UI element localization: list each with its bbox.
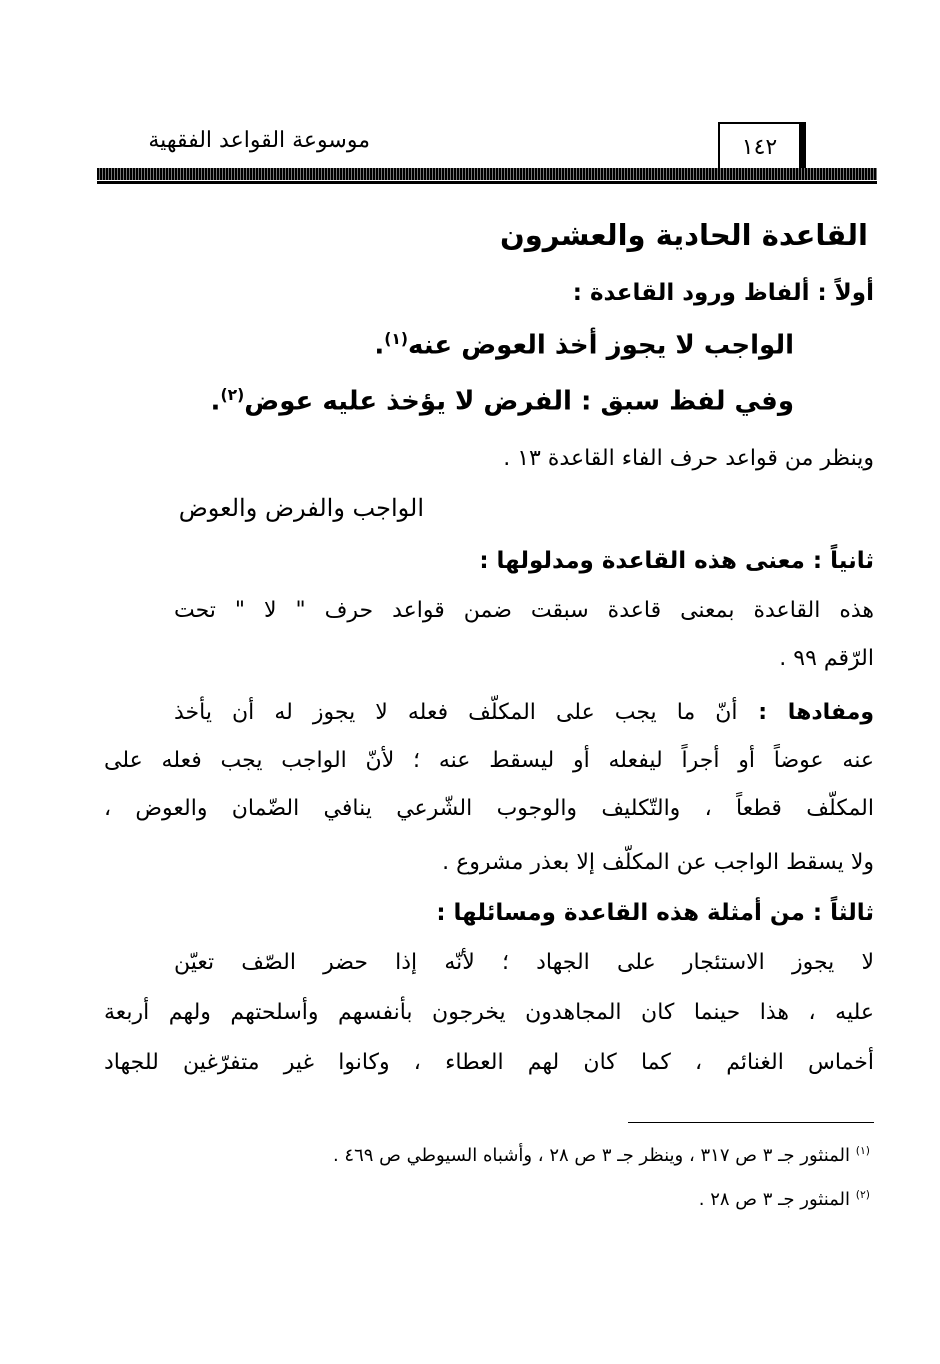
purport-line-1: [174, 700, 874, 725]
purport-line-2: عنه عوضاً أو أجراً ليفعله أو ليسقط عنه ؛ لأنّ الواجب يجب فعله على: [104, 748, 874, 773]
example-line-1: لا يجوز الاستئجار على الجهاد ؛ لأنّه إذا حضر الصّف تعيّن: [174, 950, 874, 975]
rule-wording-1-text: الواجب لا يجوز أخذ العوض عنه: [408, 330, 794, 361]
rule-wording-2-lead: وفي لفظ سبق :: [571, 386, 794, 417]
footnote-2-text: المنثور جـ ٣ ص ٢٨ .: [698, 1189, 851, 1210]
example-line-2: عليه ، هذا حينما كان المجاهدون يخرجون بأنفسهم وأسلحتهم ولهم أربعة: [104, 1000, 874, 1025]
purport-line-3: المكلّف قطعاً ، والتّكليف والوجوب الشّرعي ينافي الضّمان والعوض ،: [104, 796, 874, 821]
footnote-1-text: المنثور جـ ٣ ص ٣١٧ ، وينظر جـ ٣ ص ٢٨ ، وأشباه السيوطي ص ٤٦٩ .: [332, 1145, 851, 1166]
rule-wording-2: وفي لفظ سبق : الفرض لا يؤخذ عليه عوض$^{(٢)}$.: [210, 386, 794, 417]
footnote-ref-1: (١): [384, 330, 409, 348]
rule-wording-2-text: الفرض لا يؤخذ عليه عوض: [244, 386, 572, 417]
footnote-2-mark: (٢): [855, 1188, 870, 1201]
section1-heading: أولاً : ألفاظ ورود القاعدة :: [572, 280, 874, 306]
purport-text-1: أنّ ما يجب على المكلّف فعله لا يجوز له أن يأخذ: [174, 700, 738, 725]
footnote-separator: [628, 1122, 874, 1123]
header-rule-thin: [97, 181, 877, 184]
purport-line-4: ولا يسقط الواجب عن المكلّف إلا بعذر مشروع .: [442, 850, 874, 875]
footnote-1: [333, 1144, 870, 1166]
footnote-1-mark: (١): [855, 1144, 870, 1157]
see-also-line: وينظر من قواعد حرف الفاء القاعدة ١٣ .: [503, 446, 874, 471]
header-rule: [97, 168, 877, 180]
keywords-line: الواجب والفرض والعوض: [178, 494, 424, 522]
meaning-line-1: هذه القاعدة بمعنى قاعدة سبقت ضمن قواعد حرف " لا " تحت: [174, 598, 874, 623]
section3-heading: ثالثاً : من أمثلة هذه القاعدة ومسائلها :: [436, 900, 874, 926]
example-line-3: أخماس الغنائم ، كما كان لهم العطاء ، وكانوا غير متفرّغين للجهاد: [104, 1050, 874, 1075]
rule-wording-1: الواجب لا يجوز أخذ العوض عنه$^{(١)}$.: [374, 330, 794, 361]
footnote-2: [699, 1188, 870, 1210]
page-number: ١٤٢: [718, 122, 806, 170]
footnote-ref-2: (٢): [220, 386, 245, 404]
section2-heading: ثانياً : معنى هذه القاعدة ومدلولها :: [479, 548, 874, 574]
meaning-line-2: الرّقم ٩٩ .: [779, 646, 874, 671]
purport-label: ومفادها :: [737, 700, 875, 725]
rule-title: القاعدة الحادية والعشرون: [500, 218, 868, 252]
book-title: موسوعة القواعد الفقهية: [148, 128, 370, 153]
